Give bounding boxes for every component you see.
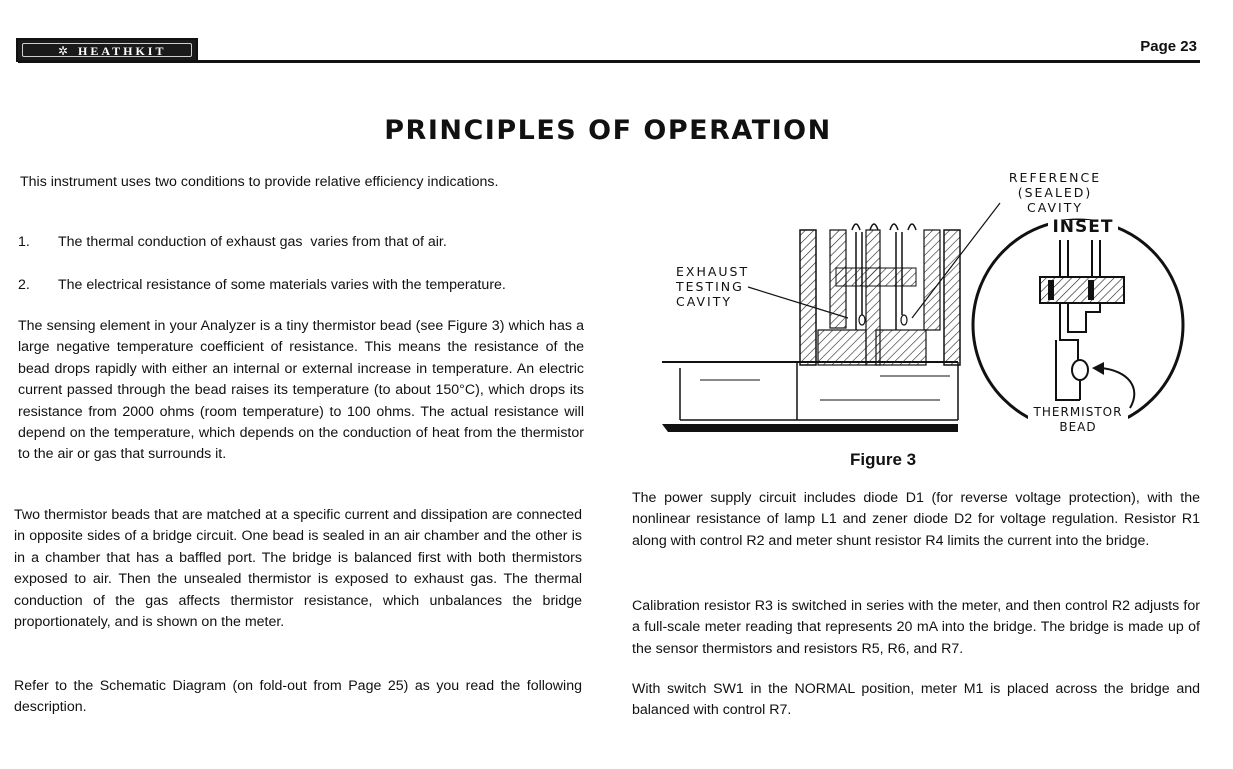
exhaust-cavity-label: EXHAUST TESTING CAVITY — [676, 264, 750, 309]
thermistor-bead-label: THERMISTOR BEAD — [1028, 405, 1128, 435]
intro-text: This instrument uses two conditions to provide relative efficiency indications. — [20, 174, 499, 190]
list-number: 2. — [18, 277, 30, 293]
schematic-reference-paragraph: Refer to the Schematic Diagram (on fold-out from Page 25) as you read the following description. — [14, 678, 582, 716]
figure-caption: Figure 3 — [850, 450, 917, 469]
sensor-body — [662, 224, 960, 432]
page-title: PRINCIPLES OF OPERATION — [384, 115, 832, 146]
inset-label: INSET — [1048, 220, 1118, 235]
brand-name: HEATHKIT — [78, 44, 167, 58]
calibration-paragraph: Calibration resistor R3 is switched in series with the meter, and then control R2 adjusts for a full-scale meter reading that represents 20 mA into the bridge. The bridge is made up of the sensor thermistors and resistors R5, R6, and R7. — [632, 598, 1200, 657]
bridge-paragraph: Two thermistor beads that are matched at a specific current and dissipation are connected in opposite sides of a bridge circuit. One bead is sealed in an air chamber and the other is in a chamber that has a baffled port. The bridge is balanced first with both thermistors exposed to air. Then the unsealed thermistor is exposed to exhaust gas. The thermal conduction of the gas affects thermistor resistance, which unbalances the bridge proportionately, and is shown on the meter. — [14, 507, 582, 631]
page-number: Page 23 — [1140, 38, 1197, 55]
list-number: 1. — [18, 234, 30, 250]
thermistor-paragraph: The sensing element in your Analyzer is a tiny thermistor bead (see Figure 3) which has a large negative temperature coefficient of resistance. This means the resistance of the bead drops rapidly with either an internal or external increase in temperature. An electric current passed through the bead raises its temperature (to about 150°C), which drops its resistance from 2000 ohms (room temperature) to 100 ohms. The actual resistance will depend on the temperature, which depends on the conduction of heat from the thermistor to the air or gas that surrounds it. — [18, 318, 584, 463]
normal-switch-paragraph: With switch SW1 in the NORMAL position, meter M1 is placed across the bridge and balanced with control R7. — [632, 681, 1200, 719]
reference-cavity-label: REFERENCE (SEALED) CAVITY — [1008, 170, 1102, 215]
inset-magnifier — [973, 220, 1183, 430]
power-supply-paragraph: The power supply circuit includes diode D1 (for reverse voltage protection), with the nonlinear resistance of lamp L1 and zener diode D2 for voltage regulation. Resistor R1 along with control R2 and meter shunt resistor R4 limits the current into the bridge. — [632, 490, 1200, 549]
list-text: The thermal conduction of exhaust gas varies from that of air. — [58, 234, 447, 250]
list-text: The electrical resistance of some materials varies with the temperature. — [58, 277, 506, 293]
atom-logo-icon: ✲ — [58, 44, 69, 58]
